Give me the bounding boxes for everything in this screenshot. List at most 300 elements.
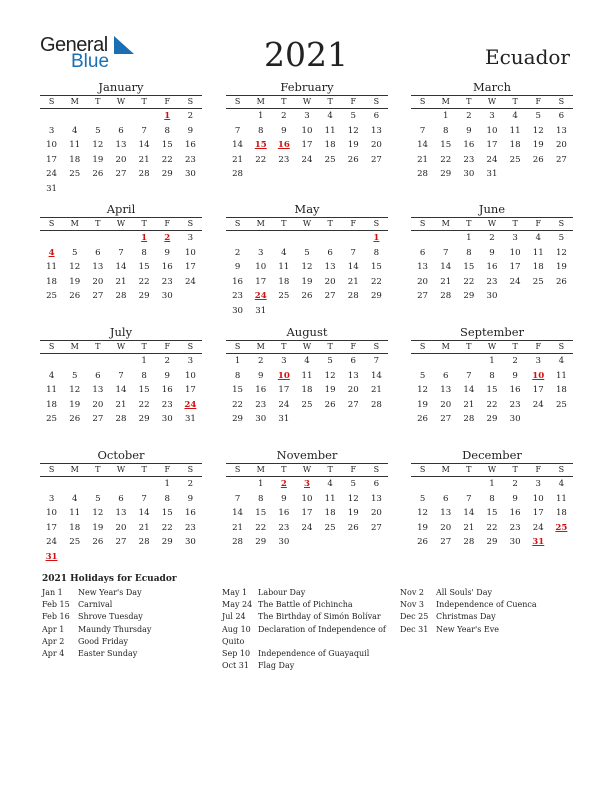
day-cell: 6 — [442, 370, 449, 381]
weekday-label: M — [256, 342, 265, 351]
weekday-label: T — [281, 342, 287, 351]
day-cell: 6 — [419, 247, 426, 258]
day-cell: 17 — [301, 508, 313, 518]
holiday-item — [400, 587, 566, 599]
weekday-label: S — [419, 97, 426, 106]
day-cell: 24 — [301, 154, 313, 165]
month-march — [411, 80, 573, 182]
empty-cell — [133, 109, 156, 124]
day-cell: 26 — [532, 154, 544, 165]
day-cell: 28 — [138, 537, 150, 547]
day-cell: 22 — [370, 276, 382, 287]
weekday-header — [411, 217, 573, 231]
holiday-name: Good Friday — [78, 636, 129, 646]
day-cell: 25 — [324, 154, 336, 165]
day-cell: 4 — [71, 125, 78, 136]
month-title: September — [459, 325, 525, 339]
day-cell: 8 — [373, 247, 380, 258]
empty-cell — [226, 477, 249, 492]
day-cell: 14 — [232, 140, 244, 150]
day-cell: 5 — [95, 493, 101, 504]
day-cell: 9 — [234, 262, 241, 272]
day-cell: 27 — [115, 169, 127, 179]
day-cell: 23 — [278, 154, 290, 165]
day-cell: 15 — [138, 262, 150, 272]
day-cell: 9 — [466, 125, 472, 136]
day-grid — [226, 354, 388, 427]
year-title: 2021 — [264, 35, 348, 74]
day-cell: 19 — [347, 508, 359, 518]
empty-cell — [40, 477, 63, 492]
empty-cell — [63, 477, 86, 492]
day-cell: 14 — [417, 140, 429, 150]
day-cell: 30 — [509, 537, 521, 547]
empty-cell — [109, 109, 132, 124]
weekday-label: M — [256, 465, 265, 474]
weekday-label: S — [558, 219, 565, 228]
day-cell: 10 — [184, 370, 196, 381]
day-cell: 12 — [69, 262, 81, 272]
day-cell: 11 — [46, 262, 58, 272]
empty-cell — [342, 231, 365, 246]
holiday-item — [400, 624, 566, 636]
holiday-name: New Year's Day — [78, 588, 142, 597]
day-cell: 29 — [232, 414, 244, 424]
day-cell: 8 — [234, 370, 241, 381]
day-cell: 12 — [347, 493, 359, 504]
weekday-label: F — [164, 219, 171, 228]
day-grid — [411, 231, 573, 304]
logo-text-blue: Blue — [71, 51, 110, 72]
weekday-label: S — [234, 342, 241, 351]
day-cell: 15 — [255, 508, 267, 518]
weekday-label: S — [373, 219, 380, 228]
weekday-label: M — [70, 342, 79, 351]
holidays-title: 2021 Holidays for Ecuador — [42, 574, 177, 584]
month-title: July — [109, 325, 133, 339]
day-cell: 17 — [486, 140, 498, 150]
day-cell: 13 — [370, 125, 382, 136]
day-cell: 14 — [115, 385, 127, 395]
weekday-label: M — [441, 342, 450, 351]
day-cell: 6 — [327, 247, 333, 258]
holiday-item — [42, 648, 208, 660]
weekday-header — [226, 463, 388, 477]
day-cell: 28 — [463, 537, 475, 547]
day-cell: 3 — [187, 233, 194, 243]
month-title: February — [280, 80, 334, 94]
day-cell: 12 — [555, 247, 567, 258]
weekday-label: T — [141, 342, 147, 351]
weekday-label: F — [164, 342, 171, 351]
day-cell: 29 — [161, 537, 173, 547]
month-title: March — [473, 80, 511, 94]
holiday-date: Sep 10 — [222, 648, 251, 658]
holiday-name: New Year's Eve — [436, 624, 499, 634]
day-cell: 10 — [301, 125, 313, 136]
weekday-label: S — [48, 342, 55, 351]
day-cell: 14 — [138, 508, 150, 518]
month-april — [40, 202, 202, 304]
day-cell: 30 — [255, 414, 267, 424]
weekday-label: S — [558, 342, 565, 351]
day-cell: 1 — [466, 233, 472, 243]
day-cell: 22 — [255, 522, 267, 533]
day-cell: 23 — [509, 399, 521, 410]
day-cell: 28 — [115, 414, 127, 424]
weekday-label: S — [234, 465, 241, 474]
day-cell: 29 — [440, 169, 452, 179]
day-cell: 8 — [141, 370, 147, 381]
weekday-label: T — [466, 342, 472, 351]
day-cell: 29 — [486, 537, 498, 547]
day-cell: 25 — [301, 399, 313, 410]
day-cell: 21 — [232, 522, 244, 533]
day-cell: 14 — [232, 508, 244, 518]
month-january — [40, 80, 202, 196]
day-cell: 26 — [92, 537, 104, 547]
day-cell: 1 — [257, 479, 264, 489]
day-cell: 24 — [184, 276, 196, 287]
empty-cell — [40, 354, 63, 369]
day-grid — [411, 354, 573, 427]
day-cell: 9 — [489, 247, 495, 258]
weekday-label: W — [302, 97, 312, 106]
day-cell: 11 — [532, 247, 544, 258]
holiday-date: Nov 3 — [400, 600, 424, 610]
holiday-item — [222, 624, 388, 636]
weekday-label: W — [487, 97, 497, 106]
month-june — [411, 202, 573, 304]
weekday-label: F — [350, 219, 357, 228]
weekday-label: T — [95, 97, 101, 106]
weekday-label: T — [141, 97, 147, 106]
holiday-date: Dec 25 — [400, 612, 429, 622]
holiday-date: Jan 1 — [42, 588, 63, 597]
day-cell: 17 — [532, 508, 544, 518]
day-cell: 7 — [350, 247, 356, 258]
day-cell: 19 — [347, 140, 359, 150]
day-cell: 28 — [463, 414, 475, 424]
holiday-date: Dec 31 — [400, 624, 429, 634]
weekday-label: T — [327, 219, 333, 228]
day-cell: 26 — [69, 414, 81, 424]
day-cell: 18 — [46, 399, 58, 410]
weekday-label: M — [441, 97, 450, 106]
day-cell: 23 — [463, 154, 475, 165]
day-cell: 4 — [71, 493, 78, 504]
day-cell: 29 — [486, 414, 498, 424]
holiday-name: All Souls' Day — [436, 588, 492, 597]
day-cell: 16 — [486, 262, 498, 272]
day-cell: 7 — [466, 370, 472, 381]
day-cell: 2 — [187, 111, 194, 121]
day-cell: 10 — [184, 247, 196, 258]
day-cell: 19 — [69, 276, 81, 287]
day-cell: 2 — [489, 233, 495, 243]
day-cell: 29 — [255, 537, 267, 547]
day-cell: 7 — [466, 493, 472, 504]
day-cell: 8 — [466, 247, 472, 258]
day-cell: 6 — [442, 493, 449, 504]
day-cell: 18 — [324, 508, 336, 518]
day-cell: 27 — [555, 154, 567, 165]
holiday-day: 1 — [164, 111, 171, 121]
weekday-label: M — [70, 219, 79, 228]
day-cell: 5 — [558, 233, 565, 243]
day-cell: 10 — [255, 262, 267, 272]
empty-cell — [109, 477, 132, 492]
empty-cell — [295, 231, 318, 246]
day-grid — [411, 477, 573, 550]
weekday-label: S — [48, 97, 55, 106]
day-cell: 14 — [347, 262, 359, 272]
month-july — [40, 325, 202, 427]
day-cell: 18 — [555, 508, 567, 518]
weekday-label: S — [187, 342, 194, 351]
day-cell: 7 — [118, 370, 124, 381]
day-cell: 27 — [92, 291, 104, 301]
empty-cell — [411, 354, 434, 369]
day-cell: 4 — [48, 370, 55, 381]
holiday-day: 24 — [184, 399, 197, 410]
day-cell: 21 — [115, 399, 127, 410]
day-cell: 8 — [164, 125, 170, 136]
weekday-label: F — [350, 465, 357, 474]
holiday-name: The Birthday of Simón Bolívar — [258, 612, 381, 622]
empty-cell — [63, 231, 86, 246]
month-title: January — [98, 80, 144, 94]
day-cell: 13 — [115, 140, 127, 150]
holiday-date: Feb 15 — [42, 600, 70, 610]
day-cell: 9 — [512, 370, 518, 381]
day-cell: 28 — [232, 169, 244, 179]
holiday-day: 31 — [532, 537, 545, 547]
day-cell: 27 — [370, 154, 382, 165]
day-cell: 16 — [278, 508, 290, 518]
month-august — [226, 325, 388, 427]
weekday-label: W — [116, 219, 126, 228]
holiday-column — [42, 587, 208, 660]
day-cell: 8 — [257, 493, 264, 504]
weekday-label: T — [95, 342, 101, 351]
day-cell: 22 — [486, 399, 498, 410]
day-cell: 6 — [558, 111, 565, 121]
day-grid — [40, 354, 202, 427]
weekday-label: W — [116, 465, 126, 474]
day-cell: 16 — [184, 508, 196, 518]
weekday-label: W — [116, 342, 126, 351]
day-cell: 17 — [301, 140, 313, 150]
day-cell: 15 — [232, 385, 244, 395]
day-cell: 9 — [281, 493, 287, 504]
day-cell: 30 — [232, 305, 244, 316]
day-cell: 9 — [257, 370, 264, 381]
day-cell: 21 — [463, 522, 475, 533]
weekday-label: T — [141, 219, 147, 228]
month-title: October — [97, 448, 145, 462]
empty-cell — [319, 231, 342, 246]
day-cell: 2 — [466, 111, 472, 121]
weekday-label: S — [373, 342, 380, 351]
day-cell: 22 — [138, 276, 150, 287]
day-cell: 30 — [161, 414, 173, 424]
day-cell: 27 — [370, 522, 382, 533]
day-cell: 6 — [373, 111, 380, 121]
weekday-label: M — [441, 219, 450, 228]
day-cell: 9 — [187, 125, 194, 136]
day-cell: 13 — [115, 508, 127, 518]
day-cell: 7 — [234, 493, 241, 504]
day-grid — [411, 109, 573, 182]
day-cell: 10 — [532, 493, 544, 504]
day-cell: 28 — [115, 291, 127, 301]
day-cell: 5 — [419, 370, 426, 381]
month-september — [411, 325, 573, 427]
empty-cell — [434, 354, 457, 369]
empty-cell — [63, 354, 86, 369]
day-cell: 1 — [164, 479, 170, 489]
day-cell: 16 — [463, 140, 475, 150]
holiday-day: 4 — [48, 247, 55, 258]
day-cell: 22 — [486, 522, 498, 533]
day-cell: 26 — [347, 522, 359, 533]
weekday-label: T — [466, 219, 472, 228]
weekday-label: F — [535, 342, 542, 351]
day-cell: 17 — [46, 522, 58, 533]
month-february — [226, 80, 388, 182]
month-title: August — [286, 325, 328, 339]
holiday-item — [42, 611, 208, 623]
day-cell: 21 — [370, 385, 382, 395]
day-cell: 6 — [95, 247, 101, 258]
holiday-item — [222, 611, 388, 623]
day-cell: 11 — [509, 125, 521, 136]
weekday-label: T — [466, 97, 472, 106]
day-cell: 15 — [440, 140, 452, 150]
day-cell: 19 — [92, 154, 104, 165]
holiday-item — [400, 599, 566, 611]
weekday-label: F — [535, 97, 542, 106]
day-cell: 26 — [69, 291, 81, 301]
month-title: May — [294, 202, 320, 216]
weekday-label: T — [281, 465, 287, 474]
day-cell: 18 — [555, 385, 567, 395]
day-cell: 20 — [555, 140, 567, 150]
weekday-label: S — [187, 97, 194, 106]
holiday-column — [400, 587, 566, 636]
day-cell: 21 — [138, 154, 150, 165]
day-cell: 30 — [184, 169, 196, 179]
day-cell: 1 — [489, 479, 495, 489]
day-cell: 10 — [301, 493, 313, 504]
day-cell: 24 — [278, 399, 290, 410]
day-cell: 2 — [281, 111, 287, 121]
day-cell: 23 — [161, 399, 173, 410]
day-cell: 18 — [278, 276, 290, 287]
day-cell: 26 — [347, 154, 359, 165]
empty-cell — [86, 477, 109, 492]
day-cell: 5 — [304, 247, 310, 258]
day-cell: 15 — [161, 140, 173, 150]
day-cell: 22 — [463, 276, 475, 287]
weekday-label: T — [512, 342, 518, 351]
day-cell: 24 — [46, 169, 58, 179]
day-cell: 25 — [69, 537, 81, 547]
day-cell: 4 — [535, 233, 541, 243]
empty-cell — [86, 231, 109, 246]
day-cell: 4 — [512, 111, 518, 121]
day-cell: 4 — [281, 247, 287, 258]
weekday-label: S — [419, 219, 426, 228]
day-cell: 15 — [138, 385, 150, 395]
day-cell: 20 — [440, 399, 452, 410]
day-cell: 1 — [489, 356, 495, 366]
day-cell: 7 — [118, 247, 124, 258]
day-cell: 31 — [184, 414, 196, 424]
day-cell: 25 — [46, 291, 58, 301]
day-cell: 29 — [161, 169, 173, 179]
day-cell: 13 — [92, 262, 104, 272]
empty-cell — [272, 231, 295, 246]
day-cell: 15 — [161, 508, 173, 518]
holiday-name: Declaration of Independence of — [258, 624, 386, 634]
day-cell: 7 — [141, 493, 147, 504]
weekday-label: M — [70, 97, 79, 106]
holiday-name: Independence of Cuenca — [436, 600, 537, 610]
day-cell: 10 — [486, 125, 498, 136]
day-cell: 3 — [281, 356, 287, 366]
weekday-label: W — [487, 219, 497, 228]
day-cell: 6 — [118, 125, 124, 136]
day-cell: 18 — [324, 140, 336, 150]
holiday-item — [42, 587, 208, 599]
weekday-label: S — [187, 219, 194, 228]
empty-cell — [249, 231, 272, 246]
day-cell: 23 — [184, 522, 196, 533]
day-cell: 2 — [187, 479, 194, 489]
day-cell: 8 — [442, 125, 449, 136]
weekday-label: S — [558, 97, 565, 106]
day-cell: 29 — [463, 291, 475, 301]
month-october — [40, 448, 202, 564]
day-cell: 22 — [232, 399, 244, 410]
holiday-date: May 1 — [222, 588, 248, 597]
holiday-name: Labour Day — [258, 588, 306, 597]
day-cell: 28 — [138, 169, 150, 179]
day-cell: 7 — [234, 125, 241, 136]
day-cell: 12 — [69, 385, 81, 395]
holiday-item — [222, 660, 388, 672]
holiday-date: Oct 31 — [222, 661, 249, 671]
country-name: Ecuador — [484, 45, 570, 69]
day-cell: 9 — [164, 370, 170, 381]
weekday-label: S — [419, 342, 426, 351]
weekday-label: S — [558, 465, 565, 474]
weekday-label: T — [466, 465, 472, 474]
day-cell: 13 — [440, 508, 452, 518]
day-cell: 4 — [327, 479, 333, 489]
day-cell: 14 — [115, 262, 127, 272]
holiday-date: Apr 2 — [42, 636, 65, 646]
day-cell: 18 — [509, 140, 521, 150]
weekday-label: F — [164, 97, 171, 106]
day-cell: 19 — [417, 399, 429, 410]
day-cell: 23 — [232, 291, 244, 301]
day-cell: 23 — [509, 522, 521, 533]
holiday-date: Aug 10 — [222, 624, 251, 634]
day-cell: 26 — [301, 291, 313, 301]
